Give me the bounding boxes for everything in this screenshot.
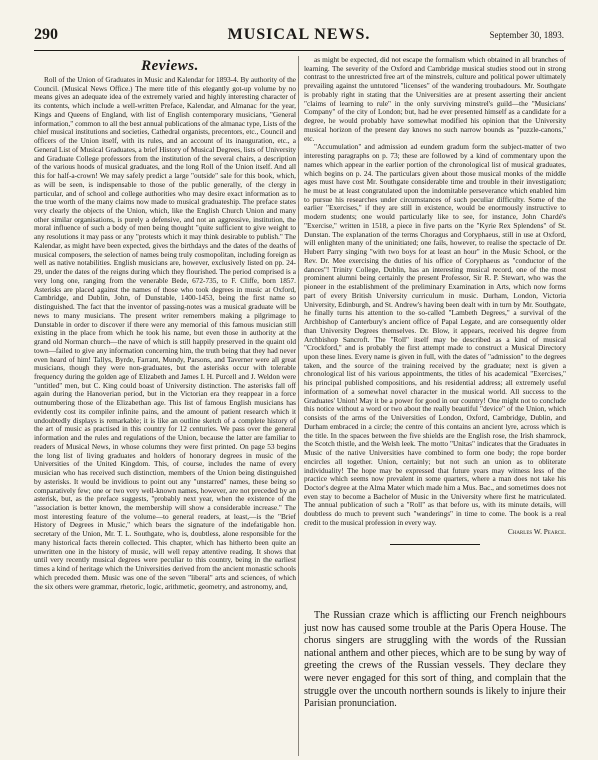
section-rule — [390, 544, 480, 545]
review-paragraph-1: Roll of the Union of Graduates in Music and Kalendar for 1893-4. By authority of the Council. (Musical News Office.) The mere title of this elegantly got-up volume by no means gives an adequate idea of the extremely varied and highly interesting character of its contents, which include a well-written Preface, Kalendar, and Almanac for the year, Kings and Queens of England, with list of English contemporary musicians, "General information," common to all the best annual publications of the almanac type, Lists of the chief musical institutions and societies, Cathedral organists, precentors, etc., Council and officers of the Union itself, with its rules, and an account of its inauguration, etc., a General List of Musical Graduates, a brief History of Musical Degrees, lists of University and Graduate College professors from the institution of the several chairs, a description of the various hoods of musical graduates, and the long Roll of the Union itself. And all this for half-a-crown! We may safely predict a large "outside" sale for this book, which, as will be seen, is indispensable to those of the public generally, of the clergy in particular, and of school and college authorities who may desire exact information as to the true worth of the many claims now made to musical graduateship. The preface states very clearly the objects of the Union, which, like the English Church Union and many other similar organisations, is purely a defensive, and not an aggressive, institution, the moral influence of such a body of men being thought "quite sufficient to give weight to any resolutions it may pass or any "protests which it may think desirable to publish." The Kalendar, as might have been expected, gives the birthdays and the dates of the deaths of musical composers, the selection of names being truly cosmopolitan, including foreign as well as native notabilities. English musicians are, however, exclusively listed on pp. 24-29, under the dates of the reigns during which they flourished. The period comprised is a very long one, ranging from the venerable Bede, 672-735, to F. Cliffe, born 1857. Asterisks are placed against the names of those who took degrees in music at Oxford, Cambridge, and Dublin, John, of Dunstable, 1400-1453, being the first name so distinguished. The fact that the inventor of passing-notes was a musical graduate will be news to many musicians. The present writer remembers making a pilgrimage to Dunstable in order to discover if there were any memorial of this famous musician still existing in the place from which he took his name, but even those in authority at the grand old Norman church—the nave of which is still happily preserved in the quaint old town—failed to give any information concerning him, the truth being that they had never even heard of him! Tallys, Byrde, Farrant, Mundy, Parsons, and Taverner were all great musicians, though they were non-graduates, but the asterisks occur with tolerable frequency during the golden age of Elizabeth and James I. H. Purcell and J. Weldon were "untitled" men, but C. King could boast of University distinction. The asterisks fall off again during the Hanoverian period, but in the Victorian era they reappear in a force outnumbering those of the Elizabethan age. This list of famous English musicians has evidently cost its compiler infinite pains, and the amount of patient research which it undoubtedly displays is remarkable; it is like an outline sketch of a complete history of the art of music as practised in this country for 12 centuries. We pass over the general information and the rules and regulations of the Union, because the latter are familiar to readers of Musical News, in whose columns they were first printed. On page 53 begins the long list of living graduates and holders of honorary degrees in music of the Universities of the United Kingdom. This, of course, includes the name of every musician who has received such distinction, members of the Union being distinguished by asterisks. It would be invidious to point out any "unstarred" names, these being so comparatively few; one or two very well-known names, however, are not preceded by an asterisk, but, as the preface suggests, "probably next year, when the existence of the "association is better known, the membership will show a considerable increase." The most interesting feature of the volume—to general readers, at least,—is the "Brief History of Degrees in Music," which bears the signature of the indefatigable hon. secretary of the Union, Mr. T. L. Southgate, who is, doubtless, alone responsible for the many historical facts therein collected. This chapter, which has hitherto been quite an unwritten one in the history of music, will well repay attentive reading. It shows that until very recently musical degrees were peculiar to this country, being in the earliest times a kind of heritage which the Universities derived from the ancient monastic schools which preceded them. Music was one of the seven "liberal" arts and sciences, of which the six others were grammar, rhetoric, logic, arithmetic, geometry, and astronomy, and, — [34, 75, 297, 591]
header-rule — [34, 50, 564, 51]
right-column — [304, 55, 566, 536]
issue-date: September 30, 1893. — [489, 30, 564, 40]
russian-craze-notice — [304, 610, 566, 711]
reviews-heading: Reviews. — [141, 58, 199, 74]
review-paragraph-3: "Accumulation" and admission ad eundem gradum form the subject-matter of two interesting paragraphs on p. 73; these are followed by a kind of commentary upon the names which appear in the earlier portion of the chronological list of musical graduates, which begins on p. 24. The particulars given about those musical monks of the middle ages must have cost Mr. Southgate considerable time and trouble in their investigation; he must be at least congratulated upon the indomitable perseverance which enabled him to pursue his researches under circumstances of such peculiar difficulty. Some of the earlier "Exercises," if they are still in existence, would be enormously instructive to modern students; one would particularly like to see, for instance, John Chardé's "Exercise," written in 1518, a piece in five parts on the "Kyrie Rex Splendens" of St. Dunstan. The explanation of the terms Choragus and Coryphaeus, still in use at Oxford, will enlighten many of the uninitiated; one fails, however, to realise the spectacle of Dr. Hubert Parry singing "with two boys for at least an hour" in the Music School, or the Rev. Dr. Mee exercising the duties of his office of Coryphaeus as "conductor of the dances"! Trinity College, Dublin, has an interesting musical record, one of the most prominent alumni being certainly the present Professor, Sir R. P. Stewart, who was the pioneer in the establishment of the preliminary Examination in Arts, which now forms part of every British University curriculum in music. Durham, London, Victoria University, Edinburgh, and St. Andrew's having been dealt with in turn by Mr. Southgate, he finally turns his attention to the so-called "Lambeth Degrees," a survival of the Archbishop of Canterbury's ancient office of Papal Legate, and are consequently older than University Degrees themselves. Dr. Blow, it appears, received his degree from Archbishop Sancroft. The "Roll" itself may be described as a kind of musical "Crockford," and is probably the first attempt made to construct a Musical Directory upon these lines. Every name is given in full, with the dates of "admission" to the degrees taken, and the source of the training received by the graduate; next is given a chronological list of his various appointments, the titles of his academical "Exercises," his principal published compositions, and his residential address; all extremely useful information of a somewhat novel character in the musical world. All success to the Graduates' Union! May it be a power for good in our country! One might not to conclude this notice without a word or two about the really beautiful "device" of the Union, which consists of the arms of the Universities of London, Oxford, Cambridge, Dublin, and Durham embraced in a circle; the centre of this contains an ancient lyre, across which is the title. In the spaces between the five shields are the English rose, the Irish shamrock, the Scotch thistle, and the Welsh leek. The motto "Unitas" indicates that the Graduates in Music of the native Universities have combined to form one body; the rope border encircles all together. Union, certainly; but not such an union as to obliterate individuality! The hope may be expressed that future years may witness less of the practice which seems now prevalent in some quarters, where a man does not take his Doctor's degree at the Alma Mater which made him a Mus. Bac., and sometimes does not even stay to become a Bachelor of Music in the University where first he matriculated. The annual publication of such a "Roll" as that before us, with its minute details, will doubtless do much to prevent such "wanderings" in time to come. The book is a real credit to the musical profession in every way. — [304, 142, 566, 527]
column-divider — [298, 56, 299, 756]
review-signature: Charles W. Pearce. — [507, 526, 566, 536]
page-number: 290 — [34, 26, 58, 43]
page-header — [34, 26, 564, 50]
notice-paragraph: The Russian craze which is afflicting our French neighbours just now has caused some trouble at the Paris Opera House. The chorus singers are struggling with the words of the Russian national anthem and other pieces, which are to be sung by way of greeting the crews of the Russian vessels. They declare they were never engaged for this sort of thing, and complain that the struggle over the uncouth northern sounds is likely to injure their Parisian pronunciation. — [304, 610, 566, 710]
review-paragraph-2: as might be expected, did not escape the formalism which obtained in all branches of learning. The severity of the Oxford and Cambridge musical studies stood out in strong contrast to the unrestricted free art of the minstrels, culture and political power ultimately prevailing against the untutored "licenses" of the wandering troubadours. Mr. Southgate is probably right in stating that the Universities are at present asserting their ancient "claims of learning to rule" in the only surviving minstrel's guild—the "Musicians' Company" of the city of London; but, had he ever presented himself as a candidate for a degree, he would probably have somewhat modified his opinion that the University musical horizon of the present day knows no such narrow bounds as "puzzle-canons," etc. — [304, 55, 566, 143]
publication-title: MUSICAL NEWS. — [227, 26, 371, 43]
left-column — [34, 56, 296, 756]
